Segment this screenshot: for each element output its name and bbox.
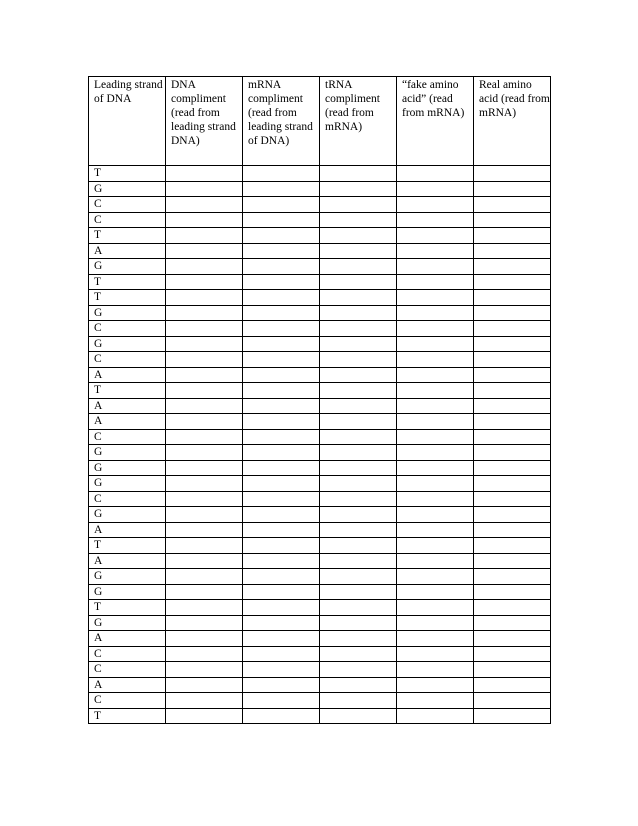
leading-strand-cell: C [89, 693, 166, 709]
table-row [89, 321, 551, 337]
leading-strand-cell: G [89, 615, 166, 631]
real-amino-acid-cell[interactable] [474, 367, 551, 383]
trna-compliment-cell[interactable] [320, 383, 397, 399]
real-amino-acid-cell[interactable] [474, 522, 551, 538]
leading-strand-cell: A [89, 398, 166, 414]
mrna-compliment-cell[interactable] [243, 522, 320, 538]
dna-compliment-cell[interactable] [166, 507, 243, 523]
table-row [89, 228, 551, 244]
mrna-compliment-cell[interactable] [243, 228, 320, 244]
mrna-compliment-cell[interactable] [243, 197, 320, 213]
mrna-compliment-cell[interactable] [243, 445, 320, 461]
leading-strand-cell: C [89, 429, 166, 445]
fake-amino-acid-cell[interactable] [397, 243, 474, 259]
mrna-compliment-cell[interactable] [243, 305, 320, 321]
dna-compliment-cell[interactable] [166, 646, 243, 662]
leading-strand-cell: G [89, 181, 166, 197]
dna-compliment-cell[interactable] [166, 212, 243, 228]
fake-amino-acid-cell[interactable] [397, 197, 474, 213]
trna-compliment-cell[interactable] [320, 290, 397, 306]
table-row [89, 166, 551, 182]
trna-compliment-cell[interactable] [320, 538, 397, 554]
fake-amino-acid-cell[interactable] [397, 445, 474, 461]
trna-compliment-cell[interactable] [320, 460, 397, 476]
mrna-compliment-cell[interactable] [243, 429, 320, 445]
fake-amino-acid-cell[interactable] [397, 166, 474, 182]
dna-compliment-cell[interactable] [166, 569, 243, 585]
fake-amino-acid-cell[interactable] [397, 646, 474, 662]
mrna-compliment-cell[interactable] [243, 476, 320, 492]
leading-strand-cell: C [89, 491, 166, 507]
mrna-compliment-cell[interactable] [243, 553, 320, 569]
dna-compliment-cell[interactable] [166, 677, 243, 693]
real-amino-acid-cell[interactable] [474, 181, 551, 197]
dna-compliment-cell[interactable] [166, 290, 243, 306]
table-row [89, 197, 551, 213]
real-amino-acid-cell[interactable] [474, 336, 551, 352]
dna-compliment-cell[interactable] [166, 693, 243, 709]
fake-amino-acid-cell[interactable] [397, 460, 474, 476]
mrna-compliment-cell[interactable] [243, 414, 320, 430]
dna-compliment-cell[interactable] [166, 553, 243, 569]
leading-strand-cell: T [89, 228, 166, 244]
fake-amino-acid-cell[interactable] [397, 352, 474, 368]
fake-amino-acid-cell[interactable] [397, 321, 474, 337]
trna-compliment-cell[interactable] [320, 398, 397, 414]
fake-amino-acid-cell[interactable] [397, 305, 474, 321]
dna-compliment-cell[interactable] [166, 662, 243, 678]
real-amino-acid-cell[interactable] [474, 646, 551, 662]
trna-compliment-cell[interactable] [320, 228, 397, 244]
dna-compliment-cell[interactable] [166, 383, 243, 399]
mrna-compliment-cell[interactable] [243, 367, 320, 383]
dna-compliment-cell[interactable] [166, 476, 243, 492]
fake-amino-acid-cell[interactable] [397, 631, 474, 647]
trna-compliment-cell[interactable] [320, 662, 397, 678]
leading-strand-cell: A [89, 631, 166, 647]
fake-amino-acid-cell[interactable] [397, 212, 474, 228]
dna-compliment-cell[interactable] [166, 398, 243, 414]
real-amino-acid-cell[interactable] [474, 662, 551, 678]
real-amino-acid-cell[interactable] [474, 197, 551, 213]
real-amino-acid-cell[interactable] [474, 693, 551, 709]
mrna-compliment-cell[interactable] [243, 600, 320, 616]
dna-compliment-cell[interactable] [166, 429, 243, 445]
header-real-amino-acid: Real amino acid (read from mRNA) [474, 77, 551, 166]
fake-amino-acid-cell[interactable] [397, 507, 474, 523]
mrna-compliment-cell[interactable] [243, 631, 320, 647]
real-amino-acid-cell[interactable] [474, 584, 551, 600]
dna-compliment-cell[interactable] [166, 197, 243, 213]
dna-compliment-cell[interactable] [166, 584, 243, 600]
fake-amino-acid-cell[interactable] [397, 693, 474, 709]
table-row [89, 569, 551, 585]
mrna-compliment-cell[interactable] [243, 677, 320, 693]
trna-compliment-cell[interactable] [320, 631, 397, 647]
dna-worksheet-table [88, 76, 551, 724]
header-trna-compliment: tRNA compliment (read from mRNA) [320, 77, 397, 166]
real-amino-acid-cell[interactable] [474, 460, 551, 476]
dna-compliment-cell[interactable] [166, 522, 243, 538]
fake-amino-acid-cell[interactable] [397, 677, 474, 693]
mrna-compliment-cell[interactable] [243, 212, 320, 228]
mrna-compliment-cell[interactable] [243, 336, 320, 352]
table-row [89, 553, 551, 569]
table-row [89, 522, 551, 538]
table-row [89, 290, 551, 306]
trna-compliment-cell[interactable] [320, 476, 397, 492]
fake-amino-acid-cell[interactable] [397, 259, 474, 275]
dna-compliment-cell[interactable] [166, 615, 243, 631]
fake-amino-acid-cell[interactable] [397, 476, 474, 492]
mrna-compliment-cell[interactable] [243, 693, 320, 709]
leading-strand-cell: T [89, 383, 166, 399]
dna-compliment-cell[interactable] [166, 491, 243, 507]
table-row [89, 631, 551, 647]
real-amino-acid-cell[interactable] [474, 398, 551, 414]
trna-compliment-cell[interactable] [320, 646, 397, 662]
real-amino-acid-cell[interactable] [474, 445, 551, 461]
leading-strand-cell: G [89, 336, 166, 352]
leading-strand-cell: T [89, 274, 166, 290]
fake-amino-acid-cell[interactable] [397, 491, 474, 507]
leading-strand-cell: C [89, 212, 166, 228]
real-amino-acid-cell[interactable] [474, 305, 551, 321]
real-amino-acid-cell[interactable] [474, 352, 551, 368]
leading-strand-cell: G [89, 305, 166, 321]
leading-strand-cell: A [89, 367, 166, 383]
leading-strand-cell: G [89, 569, 166, 585]
mrna-compliment-cell[interactable] [243, 321, 320, 337]
mrna-compliment-cell[interactable] [243, 584, 320, 600]
mrna-compliment-cell[interactable] [243, 181, 320, 197]
dna-compliment-cell[interactable] [166, 414, 243, 430]
table-row [89, 476, 551, 492]
mrna-compliment-cell[interactable] [243, 243, 320, 259]
mrna-compliment-cell[interactable] [243, 290, 320, 306]
dna-compliment-cell[interactable] [166, 228, 243, 244]
trna-compliment-cell[interactable] [320, 352, 397, 368]
mrna-compliment-cell[interactable] [243, 274, 320, 290]
trna-compliment-cell[interactable] [320, 569, 397, 585]
dna-compliment-cell[interactable] [166, 259, 243, 275]
dna-compliment-cell[interactable] [166, 243, 243, 259]
trna-compliment-cell[interactable] [320, 522, 397, 538]
table-row [89, 615, 551, 631]
real-amino-acid-cell[interactable] [474, 321, 551, 337]
fake-amino-acid-cell[interactable] [397, 290, 474, 306]
real-amino-acid-cell[interactable] [474, 507, 551, 523]
mrna-compliment-cell[interactable] [243, 569, 320, 585]
fake-amino-acid-cell[interactable] [397, 429, 474, 445]
real-amino-acid-cell[interactable] [474, 615, 551, 631]
mrna-compliment-cell[interactable] [243, 646, 320, 662]
mrna-compliment-cell[interactable] [243, 615, 320, 631]
trna-compliment-cell[interactable] [320, 600, 397, 616]
real-amino-acid-cell[interactable] [474, 600, 551, 616]
trna-compliment-cell[interactable] [320, 429, 397, 445]
trna-compliment-cell[interactable] [320, 445, 397, 461]
real-amino-acid-cell[interactable] [474, 290, 551, 306]
mrna-compliment-cell[interactable] [243, 383, 320, 399]
fake-amino-acid-cell[interactable] [397, 553, 474, 569]
dna-compliment-cell[interactable] [166, 352, 243, 368]
leading-strand-cell: T [89, 708, 166, 724]
real-amino-acid-cell[interactable] [474, 569, 551, 585]
mrna-compliment-cell[interactable] [243, 507, 320, 523]
trna-compliment-cell[interactable] [320, 212, 397, 228]
real-amino-acid-cell[interactable] [474, 553, 551, 569]
real-amino-acid-cell[interactable] [474, 259, 551, 275]
fake-amino-acid-cell[interactable] [397, 569, 474, 585]
dna-compliment-cell[interactable] [166, 445, 243, 461]
real-amino-acid-cell[interactable] [474, 414, 551, 430]
dna-compliment-cell[interactable] [166, 460, 243, 476]
leading-strand-cell: C [89, 662, 166, 678]
real-amino-acid-cell[interactable] [474, 677, 551, 693]
table-row [89, 398, 551, 414]
dna-compliment-cell[interactable] [166, 336, 243, 352]
table-row [89, 677, 551, 693]
table-row [89, 367, 551, 383]
real-amino-acid-cell[interactable] [474, 383, 551, 399]
real-amino-acid-cell[interactable] [474, 708, 551, 724]
dna-compliment-cell[interactable] [166, 305, 243, 321]
real-amino-acid-cell[interactable] [474, 491, 551, 507]
leading-strand-cell: G [89, 460, 166, 476]
table-row [89, 584, 551, 600]
table-row [89, 383, 551, 399]
header-row [89, 77, 551, 166]
header-fake-amino-acid: “fake amino acid” (read from mRNA) [397, 77, 474, 166]
leading-strand-cell: C [89, 197, 166, 213]
leading-strand-cell: T [89, 600, 166, 616]
trna-compliment-cell[interactable] [320, 615, 397, 631]
leading-strand-cell: T [89, 290, 166, 306]
real-amino-acid-cell[interactable] [474, 243, 551, 259]
table-row [89, 460, 551, 476]
header-dna-compliment: DNA compliment (read from leading strand DNA) [166, 77, 243, 166]
mrna-compliment-cell[interactable] [243, 352, 320, 368]
trna-compliment-cell[interactable] [320, 367, 397, 383]
mrna-compliment-cell[interactable] [243, 398, 320, 414]
leading-strand-cell: C [89, 646, 166, 662]
dna-compliment-cell[interactable] [166, 538, 243, 554]
fake-amino-acid-cell[interactable] [397, 367, 474, 383]
table-row [89, 445, 551, 461]
fake-amino-acid-cell[interactable] [397, 228, 474, 244]
table-row [89, 305, 551, 321]
dna-compliment-cell[interactable] [166, 321, 243, 337]
table-row [89, 274, 551, 290]
table-row [89, 708, 551, 724]
leading-strand-cell: G [89, 259, 166, 275]
trna-compliment-cell[interactable] [320, 305, 397, 321]
leading-strand-cell: T [89, 538, 166, 554]
fake-amino-acid-cell[interactable] [397, 336, 474, 352]
trna-compliment-cell[interactable] [320, 708, 397, 724]
mrna-compliment-cell[interactable] [243, 259, 320, 275]
trna-compliment-cell[interactable] [320, 507, 397, 523]
leading-strand-cell: A [89, 243, 166, 259]
table-row [89, 600, 551, 616]
table-row [89, 212, 551, 228]
trna-compliment-cell[interactable] [320, 414, 397, 430]
trna-compliment-cell[interactable] [320, 259, 397, 275]
fake-amino-acid-cell[interactable] [397, 181, 474, 197]
fake-amino-acid-cell[interactable] [397, 662, 474, 678]
real-amino-acid-cell[interactable] [474, 538, 551, 554]
dna-compliment-cell[interactable] [166, 181, 243, 197]
trna-compliment-cell[interactable] [320, 693, 397, 709]
trna-compliment-cell[interactable] [320, 491, 397, 507]
real-amino-acid-cell[interactable] [474, 476, 551, 492]
table-row [89, 507, 551, 523]
real-amino-acid-cell[interactable] [474, 212, 551, 228]
header-mrna-compliment: mRNA compliment (read from leading strand of DNA) [243, 77, 320, 166]
leading-strand-cell: G [89, 445, 166, 461]
worksheet-body [89, 166, 551, 724]
table-row [89, 352, 551, 368]
fake-amino-acid-cell[interactable] [397, 708, 474, 724]
real-amino-acid-cell[interactable] [474, 166, 551, 182]
dna-compliment-cell[interactable] [166, 274, 243, 290]
leading-strand-cell: G [89, 507, 166, 523]
trna-compliment-cell[interactable] [320, 181, 397, 197]
trna-compliment-cell[interactable] [320, 166, 397, 182]
leading-strand-cell: G [89, 584, 166, 600]
leading-strand-cell: C [89, 352, 166, 368]
leading-strand-cell: C [89, 321, 166, 337]
fake-amino-acid-cell[interactable] [397, 414, 474, 430]
fake-amino-acid-cell[interactable] [397, 615, 474, 631]
trna-compliment-cell[interactable] [320, 677, 397, 693]
table-row [89, 662, 551, 678]
table-row [89, 538, 551, 554]
fake-amino-acid-cell[interactable] [397, 600, 474, 616]
table-row [89, 243, 551, 259]
table-row [89, 491, 551, 507]
fake-amino-acid-cell[interactable] [397, 538, 474, 554]
trna-compliment-cell[interactable] [320, 336, 397, 352]
dna-compliment-cell[interactable] [166, 708, 243, 724]
leading-strand-cell: A [89, 522, 166, 538]
trna-compliment-cell[interactable] [320, 584, 397, 600]
trna-compliment-cell[interactable] [320, 274, 397, 290]
leading-strand-cell: A [89, 414, 166, 430]
fake-amino-acid-cell[interactable] [397, 383, 474, 399]
trna-compliment-cell[interactable] [320, 321, 397, 337]
real-amino-acid-cell[interactable] [474, 429, 551, 445]
dna-compliment-cell[interactable] [166, 600, 243, 616]
real-amino-acid-cell[interactable] [474, 274, 551, 290]
real-amino-acid-cell[interactable] [474, 631, 551, 647]
table-row [89, 646, 551, 662]
mrna-compliment-cell[interactable] [243, 538, 320, 554]
fake-amino-acid-cell[interactable] [397, 398, 474, 414]
mrna-compliment-cell[interactable] [243, 662, 320, 678]
mrna-compliment-cell[interactable] [243, 166, 320, 182]
fake-amino-acid-cell[interactable] [397, 522, 474, 538]
table-row [89, 259, 551, 275]
mrna-compliment-cell[interactable] [243, 460, 320, 476]
table-row [89, 414, 551, 430]
trna-compliment-cell[interactable] [320, 197, 397, 213]
table-row [89, 429, 551, 445]
leading-strand-cell: G [89, 476, 166, 492]
fake-amino-acid-cell[interactable] [397, 584, 474, 600]
header-leading-strand: Leading strand of DNA [89, 77, 166, 166]
trna-compliment-cell[interactable] [320, 553, 397, 569]
leading-strand-cell: T [89, 166, 166, 182]
dna-compliment-cell[interactable] [166, 631, 243, 647]
leading-strand-cell: A [89, 553, 166, 569]
leading-strand-cell: A [89, 677, 166, 693]
table-row [89, 693, 551, 709]
real-amino-acid-cell[interactable] [474, 228, 551, 244]
table-row [89, 181, 551, 197]
mrna-compliment-cell[interactable] [243, 491, 320, 507]
table-row [89, 336, 551, 352]
mrna-compliment-cell[interactable] [243, 708, 320, 724]
fake-amino-acid-cell[interactable] [397, 274, 474, 290]
dna-compliment-cell[interactable] [166, 367, 243, 383]
trna-compliment-cell[interactable] [320, 243, 397, 259]
dna-compliment-cell[interactable] [166, 166, 243, 182]
